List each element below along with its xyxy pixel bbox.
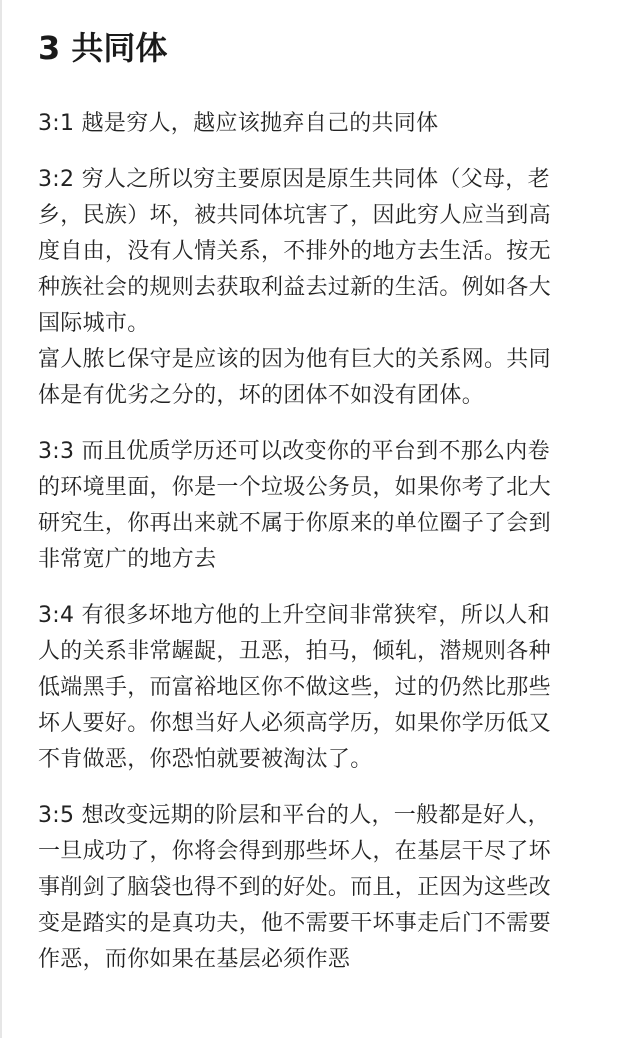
text-line: 人的关系非常龌龊，丑恶，拍马，倾轧，潜规则各种 [38,639,551,664]
text-line: 不肯做恶，你恐怕就要被淘汰了。 [38,747,373,772]
text-line: 度自由，没有人情关系，不排外的地方去生活。按无 [38,239,551,264]
text-line: 作恶，而你如果在基层必须作恶 [38,947,351,972]
text-line: 研究生，你再出来就不属于你原来的单位圈子了会到 [38,511,551,536]
section-body [38,106,604,978]
text-line: 3:3 而且优质学历还可以改变你的平台到不那么内卷 [38,439,550,464]
text-line: 低端黑手，而富裕地区你不做这些，过的仍然比那些 [38,675,551,700]
text-line: 坏人要好。你想当好人必须高学历，如果你学历低又 [38,711,551,736]
text-line: 3:1 越是穷人，越应该抛弃自己的共同体 [38,111,439,136]
text-line: 国际城市。 [38,311,150,336]
text-line: 3:2 穷人之所以穷主要原因是原生共同体（父母，老 [38,167,550,192]
text-line: 的环境里面，你是一个垃圾公务员，如果你考了北大 [38,475,551,500]
section-heading: 3 共同体 [38,29,168,67]
text-line: 3:5 想改变远期的阶层和平台的人，一般都是好人， [38,803,550,828]
paragraph-3-1 [38,106,604,142]
text-line: 一旦成功了，你将会得到那些坏人，在基层干尽了坏 [38,839,551,864]
text-line: 变是踏实的是真功夫，他不需要干坏事走后门不需要 [38,911,551,936]
text-line: 种族社会的规则去获取利益去过新的生活。例如各大 [38,275,551,300]
text-line: 富人脓匕保守是应该的因为他有巨大的关系网。共同 [38,347,551,372]
text-line: 体是有优劣之分的，坏的团体不如没有团体。 [38,383,485,408]
paragraph-3-5 [38,798,604,978]
paragraph-3-3 [38,434,604,578]
text-line: 3:4 有很多坏地方他的上升空间非常狭窄，所以人和 [38,603,550,628]
paragraph-3-2 [38,162,604,414]
paragraph-3-4 [38,598,604,778]
text-line: 非常宽广的地方去 [38,547,217,572]
text-line: 事削剑了脑袋也得不到的好处。而且，正因为这些改 [38,875,551,900]
left-border-divider [0,0,2,1038]
text-line: 乡，民族）坏，被共同体坑害了，因此穷人应当到高 [38,203,551,228]
